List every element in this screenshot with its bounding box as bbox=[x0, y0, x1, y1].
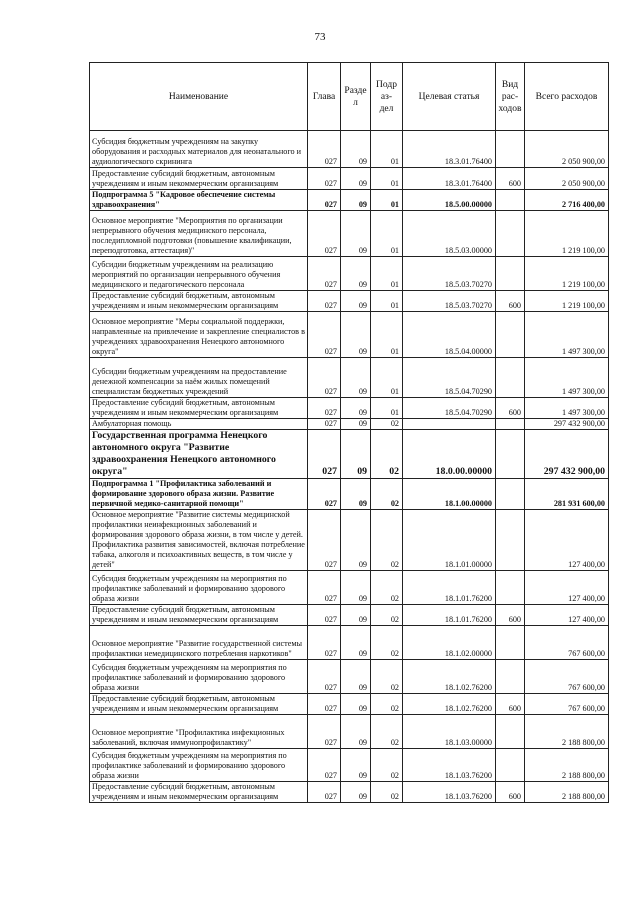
cell-name: Субсидия бюджетным учреждениям на мероприятия по профилактике заболеваний и формированию здорового образа жизни bbox=[90, 660, 308, 694]
cell-total: 297 432 900,00 bbox=[525, 430, 609, 479]
cell-total: 767 600,00 bbox=[525, 626, 609, 660]
cell-podrazdel: 01 bbox=[371, 257, 403, 291]
cell-podrazdel: 01 bbox=[371, 398, 403, 419]
cell-vid-rashodov bbox=[496, 312, 525, 358]
cell-celevaya-statya bbox=[403, 419, 496, 430]
table-row bbox=[90, 358, 609, 398]
cell-total: 1 219 100,00 bbox=[525, 257, 609, 291]
cell-celevaya-statya: 18.5.03.70270 bbox=[403, 257, 496, 291]
cell-razdel: 09 bbox=[341, 660, 371, 694]
cell-glava: 027 bbox=[308, 398, 341, 419]
cell-vid-rashodov bbox=[496, 211, 525, 257]
cell-celevaya-statya: 18.1.01.76200 bbox=[403, 605, 496, 626]
cell-razdel: 09 bbox=[341, 358, 371, 398]
table-row bbox=[90, 131, 609, 168]
cell-podrazdel: 02 bbox=[371, 571, 403, 605]
cell-razdel: 09 bbox=[341, 430, 371, 479]
cell-glava: 027 bbox=[308, 211, 341, 257]
cell-razdel: 09 bbox=[341, 211, 371, 257]
cell-total: 127 400,00 bbox=[525, 571, 609, 605]
header-glava: Глава bbox=[308, 63, 341, 131]
header-row bbox=[90, 63, 609, 131]
cell-vid-rashodov: 600 bbox=[496, 694, 525, 715]
table-row bbox=[90, 430, 609, 479]
header-total: Всего расходов bbox=[525, 63, 609, 131]
cell-razdel: 09 bbox=[341, 419, 371, 430]
cell-podrazdel: 01 bbox=[371, 312, 403, 358]
cell-vid-rashodov bbox=[496, 660, 525, 694]
cell-name: Субсидии бюджетным учреждениям на предоставление денежной компенсации за наём жилых помещений специалистам бюджетных учреждений bbox=[90, 358, 308, 398]
cell-podrazdel: 02 bbox=[371, 660, 403, 694]
cell-glava: 027 bbox=[308, 131, 341, 168]
cell-podrazdel: 02 bbox=[371, 479, 403, 510]
cell-name: Предоставление субсидий бюджетным, автономным учреждениям и иным некоммерческим организациям bbox=[90, 168, 308, 190]
cell-vid-rashodov bbox=[496, 131, 525, 168]
table-row bbox=[90, 660, 609, 694]
header-razdel: Разде л bbox=[341, 63, 371, 131]
cell-total: 1 497 300,00 bbox=[525, 312, 609, 358]
cell-glava: 027 bbox=[308, 257, 341, 291]
cell-name: Подпрограмма 1 "Профилактика заболеваний и формирование здорового образа жизни. Развитие первичной медико-санитарной помощи" bbox=[90, 479, 308, 510]
cell-razdel: 09 bbox=[341, 782, 371, 803]
table-row bbox=[90, 626, 609, 660]
table-row bbox=[90, 190, 609, 211]
budget-table bbox=[89, 62, 609, 803]
cell-razdel: 09 bbox=[341, 190, 371, 211]
header-name: Наименование bbox=[90, 63, 308, 131]
cell-vid-rashodov bbox=[496, 749, 525, 782]
table-row bbox=[90, 510, 609, 571]
header-vid-rashodov: Вид рас- ходов bbox=[496, 63, 525, 131]
cell-podrazdel: 01 bbox=[371, 190, 403, 211]
cell-total: 2 188 800,00 bbox=[525, 749, 609, 782]
cell-total: 2 188 800,00 bbox=[525, 715, 609, 749]
cell-name: Предоставление субсидий бюджетным, автономным учреждениям и иным некоммерческим организациям bbox=[90, 291, 308, 312]
cell-total: 2 188 800,00 bbox=[525, 782, 609, 803]
cell-razdel: 09 bbox=[341, 479, 371, 510]
cell-glava: 027 bbox=[308, 605, 341, 626]
cell-celevaya-statya: 18.5.04.70290 bbox=[403, 358, 496, 398]
cell-celevaya-statya: 18.3.01.76400 bbox=[403, 131, 496, 168]
cell-name: Субсидия бюджетным учреждениям на мероприятия по профилактике заболеваний и формированию здорового образа жизни bbox=[90, 571, 308, 605]
table-row bbox=[90, 398, 609, 419]
cell-total: 767 600,00 bbox=[525, 694, 609, 715]
cell-total: 2 050 900,00 bbox=[525, 168, 609, 190]
cell-vid-rashodov: 600 bbox=[496, 605, 525, 626]
cell-total: 127 400,00 bbox=[525, 510, 609, 571]
cell-name: Предоставление субсидий бюджетным, автономным учреждениям и иным некоммерческим организациям bbox=[90, 605, 308, 626]
cell-vid-rashodov: 600 bbox=[496, 168, 525, 190]
cell-celevaya-statya: 18.1.00.00000 bbox=[403, 479, 496, 510]
table-row bbox=[90, 257, 609, 291]
cell-razdel: 09 bbox=[341, 694, 371, 715]
table-row bbox=[90, 605, 609, 626]
cell-vid-rashodov bbox=[496, 715, 525, 749]
cell-celevaya-statya: 18.5.04.00000 bbox=[403, 312, 496, 358]
cell-glava: 027 bbox=[308, 571, 341, 605]
cell-celevaya-statya: 18.3.01.76400 bbox=[403, 168, 496, 190]
cell-razdel: 09 bbox=[341, 605, 371, 626]
cell-celevaya-statya: 18.1.02.76200 bbox=[403, 660, 496, 694]
cell-podrazdel: 01 bbox=[371, 131, 403, 168]
table-row bbox=[90, 479, 609, 510]
cell-total: 297 432 900,00 bbox=[525, 419, 609, 430]
cell-total: 1 497 300,00 bbox=[525, 398, 609, 419]
cell-razdel: 09 bbox=[341, 715, 371, 749]
cell-podrazdel: 02 bbox=[371, 626, 403, 660]
cell-podrazdel: 02 bbox=[371, 419, 403, 430]
cell-podrazdel: 02 bbox=[371, 605, 403, 626]
cell-vid-rashodov bbox=[496, 571, 525, 605]
cell-celevaya-statya: 18.5.03.70270 bbox=[403, 291, 496, 312]
cell-name: Субсидия бюджетным учреждениям на закупку оборудования и расходных материалов для неонатального и аудиологического скрининга bbox=[90, 131, 308, 168]
cell-glava: 027 bbox=[308, 660, 341, 694]
table-row bbox=[90, 168, 609, 190]
cell-vid-rashodov bbox=[496, 510, 525, 571]
cell-glava: 027 bbox=[308, 358, 341, 398]
table-row bbox=[90, 715, 609, 749]
cell-name: Субсидии бюджетным учреждениям на реализацию мероприятий по организации непрерывного обучения медицинского и педагогического персонала bbox=[90, 257, 308, 291]
table-row bbox=[90, 419, 609, 430]
cell-total: 2 050 900,00 bbox=[525, 131, 609, 168]
cell-glava: 027 bbox=[308, 430, 341, 479]
cell-glava: 027 bbox=[308, 479, 341, 510]
cell-vid-rashodov bbox=[496, 358, 525, 398]
cell-celevaya-statya: 18.1.02.00000 bbox=[403, 626, 496, 660]
cell-podrazdel: 02 bbox=[371, 749, 403, 782]
table-row bbox=[90, 211, 609, 257]
cell-name: Основное мероприятие "Мероприятия по организации непрерывного обучения медицинского персонала, последипломной подготовки (повышение квалификации, переподготовка, аттестация)" bbox=[90, 211, 308, 257]
cell-glava: 027 bbox=[308, 190, 341, 211]
page-number: 73 bbox=[314, 31, 326, 43]
cell-vid-rashodov bbox=[496, 190, 525, 211]
cell-name: Государственная программа Ненецкого автономного округа "Развитие здравоохранения Ненецкого автономного округа" bbox=[90, 430, 308, 479]
table-row bbox=[90, 571, 609, 605]
cell-vid-rashodov: 600 bbox=[496, 398, 525, 419]
cell-vid-rashodov: 600 bbox=[496, 782, 525, 803]
cell-glava: 027 bbox=[308, 168, 341, 190]
cell-name: Амбулаторная помощь bbox=[90, 419, 308, 430]
cell-razdel: 09 bbox=[341, 257, 371, 291]
cell-podrazdel: 02 bbox=[371, 782, 403, 803]
cell-name: Предоставление субсидий бюджетным, автономным учреждениям и иным некоммерческим организациям bbox=[90, 782, 308, 803]
cell-glava: 027 bbox=[308, 715, 341, 749]
cell-razdel: 09 bbox=[341, 571, 371, 605]
cell-glava: 027 bbox=[308, 782, 341, 803]
cell-podrazdel: 01 bbox=[371, 211, 403, 257]
cell-celevaya-statya: 18.5.04.70290 bbox=[403, 398, 496, 419]
cell-celevaya-statya: 18.1.03.76200 bbox=[403, 782, 496, 803]
cell-total: 1 497 300,00 bbox=[525, 358, 609, 398]
cell-razdel: 09 bbox=[341, 749, 371, 782]
cell-glava: 027 bbox=[308, 291, 341, 312]
cell-razdel: 09 bbox=[341, 626, 371, 660]
table-body bbox=[90, 131, 609, 803]
table-row bbox=[90, 749, 609, 782]
cell-name: Основное мероприятие "Развитие системы медицинской профилактики неинфекционных заболеваний и формирования здорового образа жизни, в том числе у детей. Профилактика развития зависимостей, включая потребление табака, алкоголя и психоактивных веществ, в том числе у детей" bbox=[90, 510, 308, 571]
cell-celevaya-statya: 18.5.00.00000 bbox=[403, 190, 496, 211]
cell-podrazdel: 01 bbox=[371, 168, 403, 190]
cell-podrazdel: 02 bbox=[371, 510, 403, 571]
cell-glava: 027 bbox=[308, 694, 341, 715]
cell-celevaya-statya: 18.1.03.00000 bbox=[403, 715, 496, 749]
cell-podrazdel: 01 bbox=[371, 358, 403, 398]
cell-vid-rashodov bbox=[496, 257, 525, 291]
cell-podrazdel: 02 bbox=[371, 430, 403, 479]
cell-razdel: 09 bbox=[341, 131, 371, 168]
cell-vid-rashodov bbox=[496, 419, 525, 430]
cell-celevaya-statya: 18.1.02.76200 bbox=[403, 694, 496, 715]
cell-total: 1 219 100,00 bbox=[525, 291, 609, 312]
table-row bbox=[90, 782, 609, 803]
cell-razdel: 09 bbox=[341, 168, 371, 190]
cell-razdel: 09 bbox=[341, 291, 371, 312]
table-row bbox=[90, 694, 609, 715]
cell-name: Подпрограмма 5 "Кадровое обеспечение системы здравоохранения" bbox=[90, 190, 308, 211]
table-row bbox=[90, 291, 609, 312]
cell-glava: 027 bbox=[308, 312, 341, 358]
cell-glava: 027 bbox=[308, 510, 341, 571]
cell-razdel: 09 bbox=[341, 312, 371, 358]
header-podrazdel: Подр аз- дел bbox=[371, 63, 403, 131]
cell-total: 127 400,00 bbox=[525, 605, 609, 626]
cell-celevaya-statya: 18.1.03.76200 bbox=[403, 749, 496, 782]
cell-name: Субсидия бюджетным учреждениям на мероприятия по профилактике заболеваний и формированию здорового образа жизни bbox=[90, 749, 308, 782]
cell-total: 1 219 100,00 bbox=[525, 211, 609, 257]
cell-celevaya-statya: 18.1.01.00000 bbox=[403, 510, 496, 571]
cell-razdel: 09 bbox=[341, 510, 371, 571]
cell-name: Предоставление субсидий бюджетным, автономным учреждениям и иным некоммерческим организациям bbox=[90, 694, 308, 715]
cell-glava: 027 bbox=[308, 419, 341, 430]
cell-podrazdel: 02 bbox=[371, 694, 403, 715]
cell-glava: 027 bbox=[308, 749, 341, 782]
cell-name: Основное мероприятие "Профилактика инфекционных заболеваний, включая иммунопрофилактику" bbox=[90, 715, 308, 749]
cell-total: 281 931 600,00 bbox=[525, 479, 609, 510]
cell-glava: 027 bbox=[308, 626, 341, 660]
cell-name: Основное мероприятие "Меры социальной поддержки, направленные на привлечение и закрепление специалистов в учреждениях здравоохранения Ненецкого автономного округа" bbox=[90, 312, 308, 358]
cell-celevaya-statya: 18.5.03.00000 bbox=[403, 211, 496, 257]
cell-razdel: 09 bbox=[341, 398, 371, 419]
cell-celevaya-statya: 18.0.00.00000 bbox=[403, 430, 496, 479]
cell-vid-rashodov bbox=[496, 479, 525, 510]
cell-vid-rashodov bbox=[496, 430, 525, 479]
table-row bbox=[90, 312, 609, 358]
cell-total: 767 600,00 bbox=[525, 660, 609, 694]
cell-vid-rashodov: 600 bbox=[496, 291, 525, 312]
header-celevaya-statya: Целевая статья bbox=[403, 63, 496, 131]
cell-name: Предоставление субсидий бюджетным, автономным учреждениям и иным некоммерческим организациям bbox=[90, 398, 308, 419]
cell-total: 2 716 400,00 bbox=[525, 190, 609, 211]
cell-vid-rashodov bbox=[496, 626, 525, 660]
cell-podrazdel: 02 bbox=[371, 715, 403, 749]
cell-celevaya-statya: 18.1.01.76200 bbox=[403, 571, 496, 605]
cell-name: Основное мероприятие "Развитие государственной системы профилактики немедицинского потребления наркотиков" bbox=[90, 626, 308, 660]
cell-podrazdel: 01 bbox=[371, 291, 403, 312]
